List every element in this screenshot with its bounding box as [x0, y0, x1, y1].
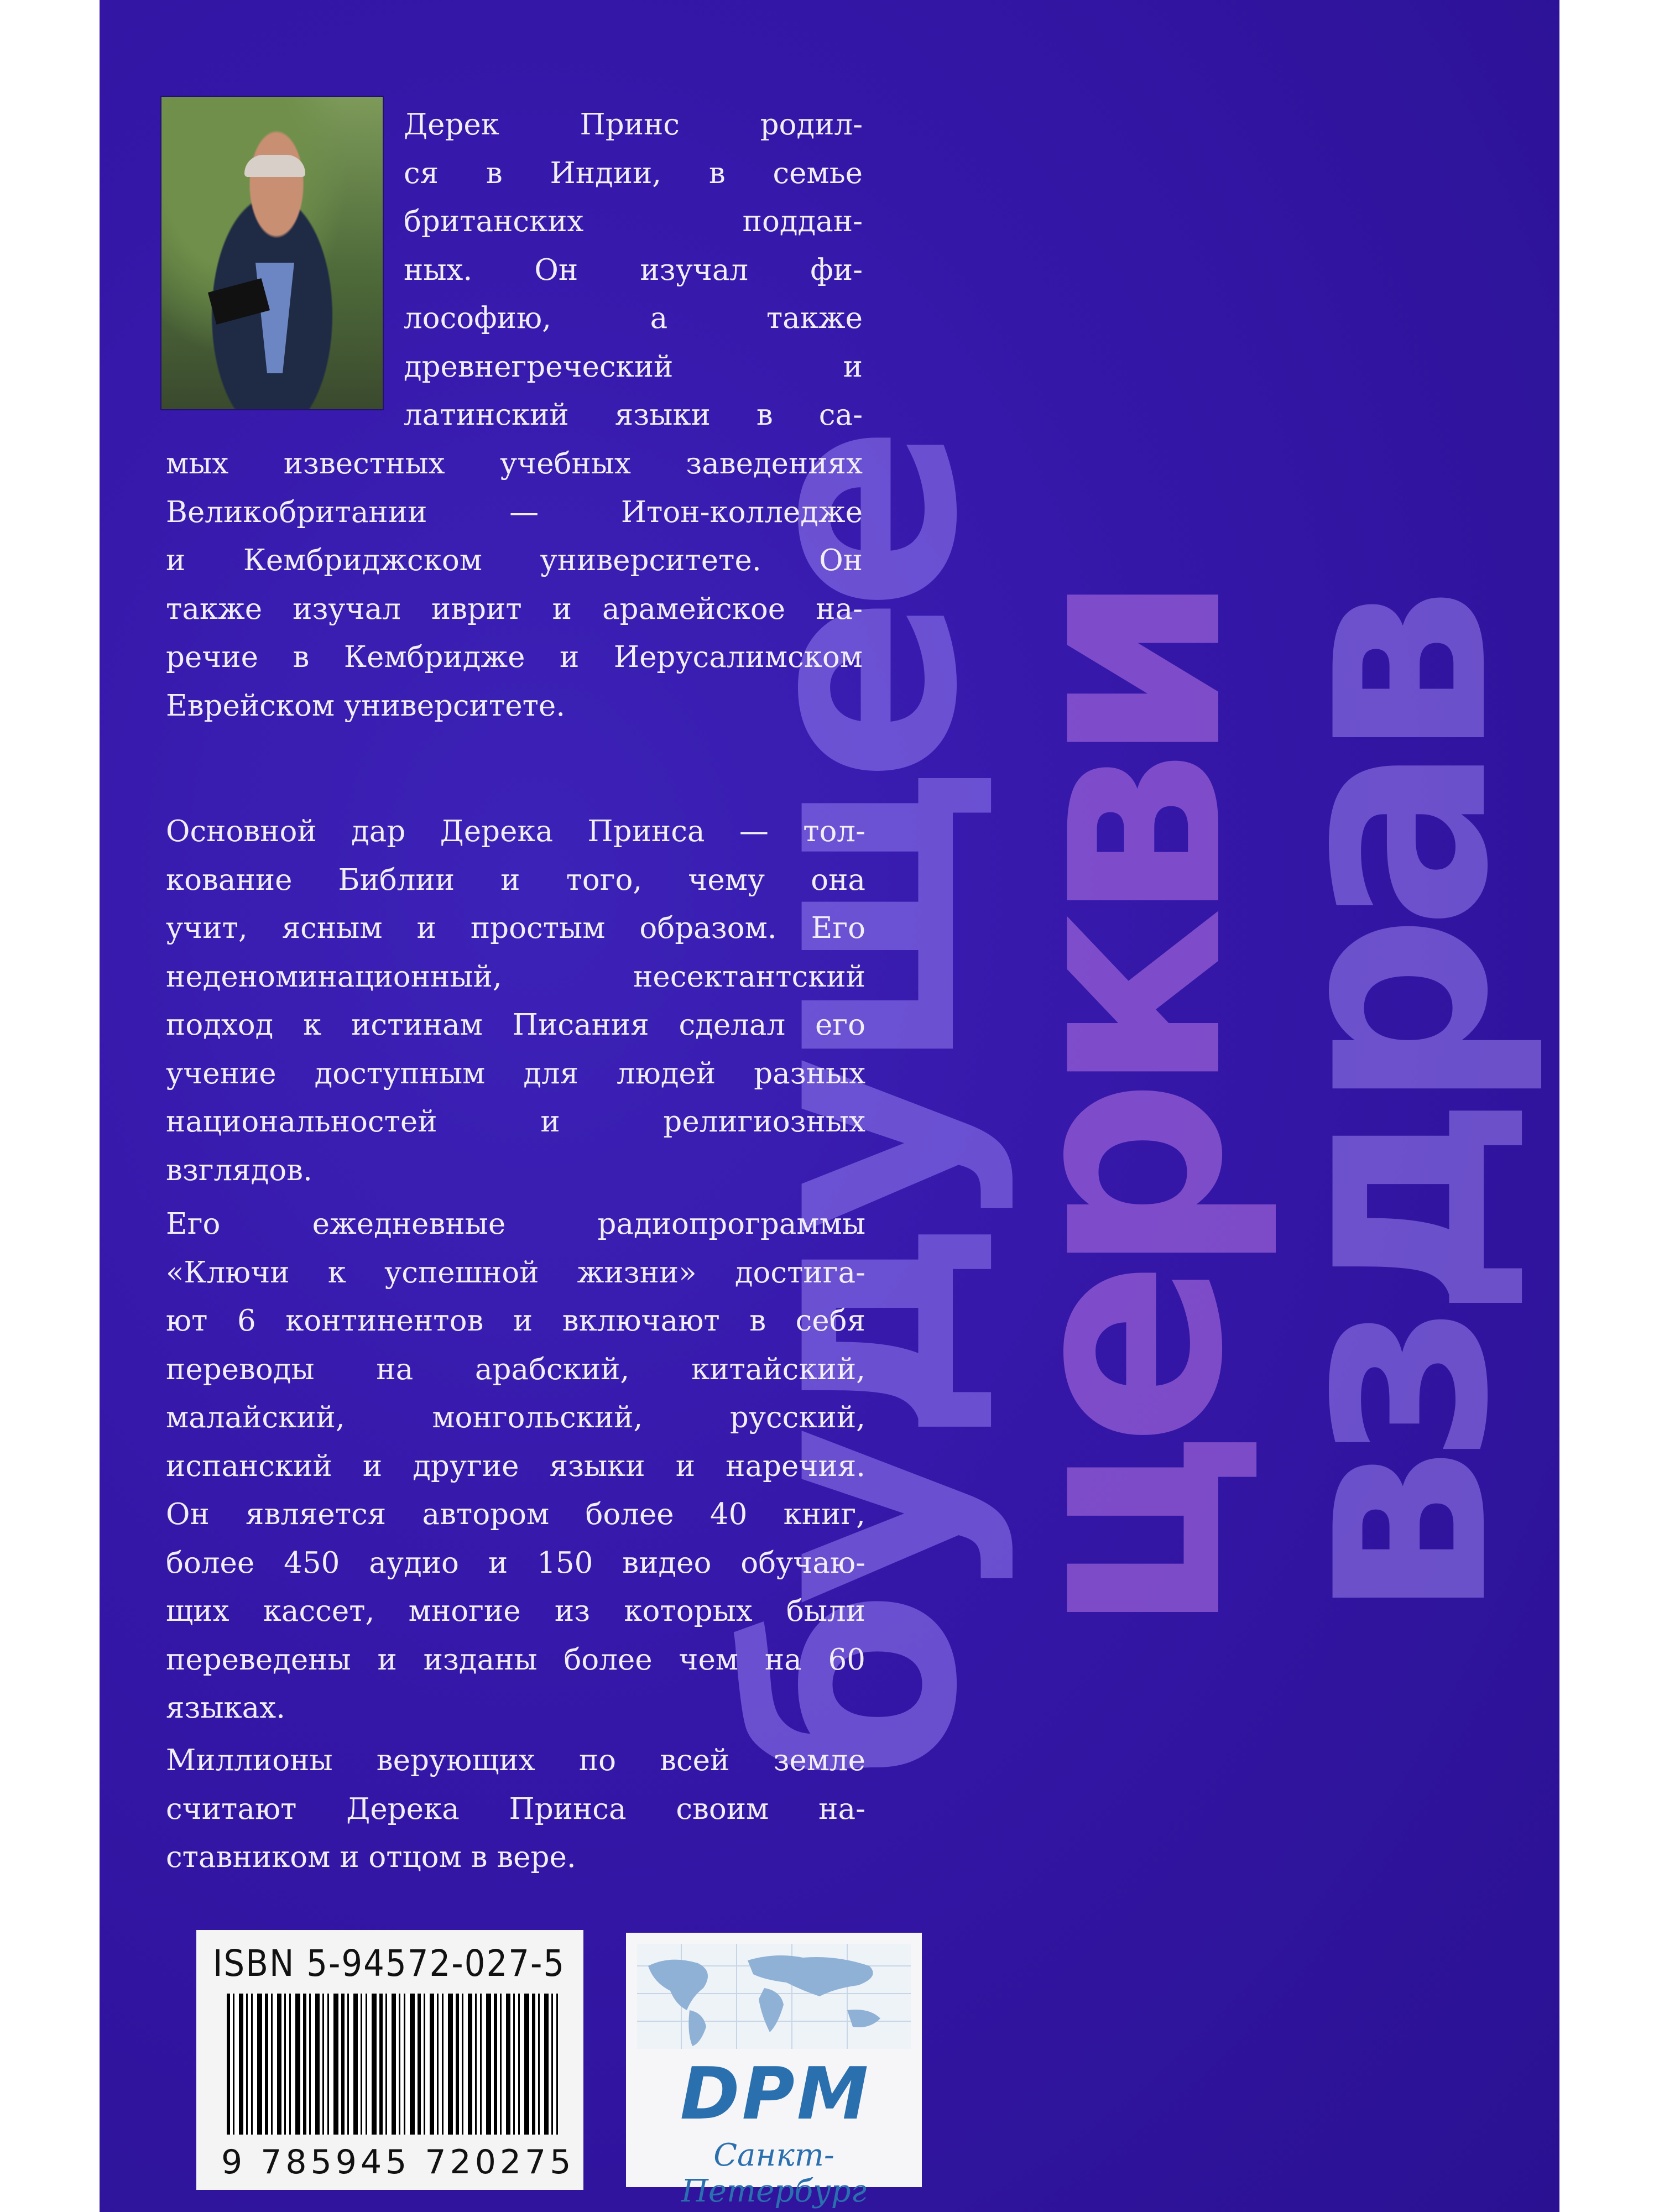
bio-line: также изучал иврит и арамейское на- — [166, 592, 863, 626]
bio-line: щих кассет, многие из которых были — [166, 1594, 865, 1628]
author-photo — [161, 97, 383, 409]
back-cover — [100, 0, 1559, 2212]
bio-line: Великобритании — Итон-колледже — [166, 495, 863, 529]
watermark-column-1: будущее — [696, 441, 1018, 1782]
bio-line: древнегреческий и — [404, 349, 863, 384]
bio-line: ся в Индии, в семье — [404, 156, 863, 190]
bio-line: «Ключи к успешной жизни» достига- — [166, 1255, 865, 1290]
isbn-label: ISBN 5-94572-027-5 — [213, 1942, 566, 1985]
bio-line: ных. Он изучал фи- — [404, 253, 863, 287]
bio-line: мых известных учебных заведениях — [166, 447, 863, 481]
bio-line: кование Библии и того, чему она — [166, 863, 865, 897]
bio-line: малайский, монгольский, русский, — [166, 1401, 865, 1434]
bio-line: Еврейском университете. — [166, 688, 566, 723]
bio-line: ставником и отцом в вере. — [166, 1840, 576, 1874]
bio-line: Он является автором более 40 книг, — [166, 1498, 865, 1531]
publisher-logo-box — [626, 1933, 922, 2209]
publisher-city: Санкт-Петербург — [681, 2137, 867, 2209]
bio-line: языках. — [166, 1691, 285, 1725]
bio-paragraph-4 — [166, 1736, 865, 1882]
barcode — [227, 1994, 559, 2135]
bio-line: британских поддан- — [404, 205, 863, 238]
bio-line: латинский языки в са- — [404, 398, 863, 432]
bio-line: лософию, а также — [404, 301, 863, 335]
bio-line: считают Дерека Принса своим на- — [166, 1792, 865, 1826]
bio-line: подход к истинам Писания сделал его — [166, 1008, 865, 1042]
bio-line: Его ежедневные радиопрограммы — [166, 1207, 865, 1241]
bio-line: учит, ясным и простым образом. Его — [166, 911, 865, 945]
photo-book — [208, 278, 270, 325]
watermark-column-2: церкви — [962, 588, 1284, 1635]
bio-line: и Кембриджском университете. Он — [166, 544, 863, 577]
bio-line: Основной дар Дерека Принса — тол- — [166, 815, 865, 848]
isbn-barcode-box — [196, 1930, 583, 2190]
bio-line: более 450 аудио и 150 видео обучаю- — [166, 1546, 865, 1580]
bio-paragraph-1-full — [166, 440, 863, 730]
bio-paragraph-1-right — [404, 101, 863, 440]
photo-hair — [244, 155, 305, 177]
bio-line: Миллионы верующих по всей земле — [166, 1744, 865, 1777]
bio-line: ют 6 континентов и включают в себя — [166, 1304, 865, 1338]
bio-line: переводы на арабский, китайский, — [166, 1352, 865, 1386]
bio-line: национальностей и религиозных — [166, 1105, 865, 1139]
bio-line: Дерек Принс родил- — [404, 108, 863, 142]
bio-paragraph-3 — [166, 1200, 865, 1733]
bio-line: речие в Кембридже и Иерусалимском — [166, 640, 863, 674]
bio-line: испанский и другие языки и наречия. — [166, 1449, 865, 1483]
bio-paragraph-2 — [166, 807, 865, 1194]
world-map-icon — [637, 1944, 911, 2049]
publisher-logo: DPM — [680, 2052, 871, 2136]
barcode-digits: 9 785945 720275 — [221, 2143, 575, 2182]
bio-line: учение доступным для людей разных — [166, 1056, 865, 1091]
watermark-column-3: вздрав — [1227, 602, 1549, 1621]
bio-line: взглядов. — [166, 1153, 312, 1187]
bio-line: переведены и изданы более чем на 60 — [166, 1642, 865, 1677]
bio-line: неденоминационный, несектантский — [166, 959, 865, 994]
